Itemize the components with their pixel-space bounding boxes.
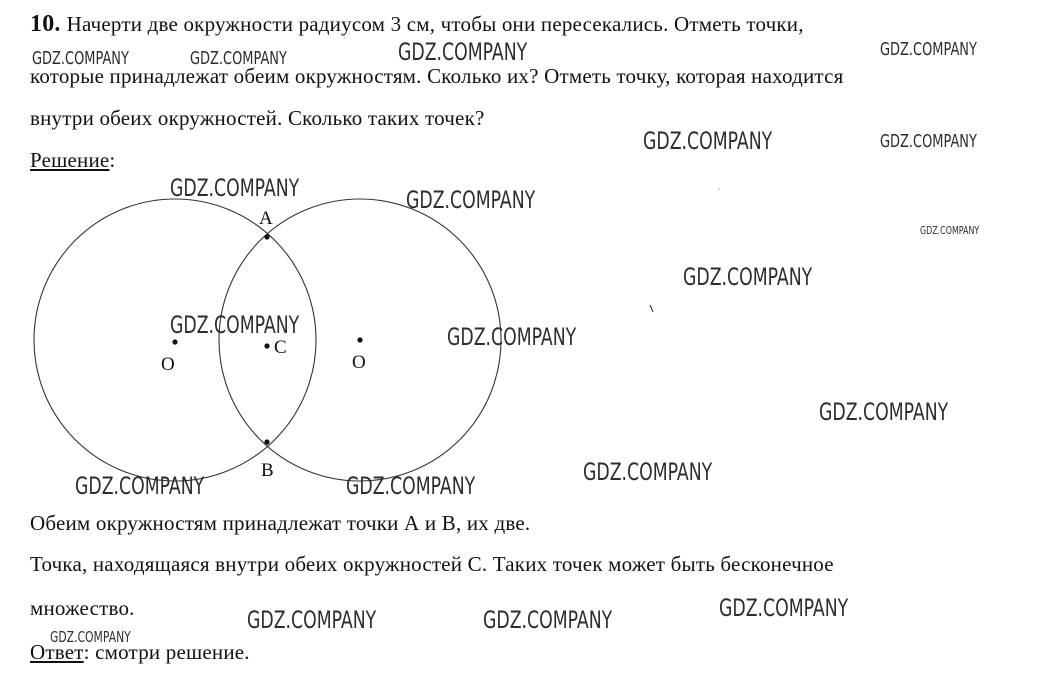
label-O-right: O: [352, 352, 366, 373]
answer-line-2: Точка, находящаяся внутри обеих окружностей С. Таких точек может быть бесконечное: [30, 552, 834, 576]
watermark: GDZ.COMPANY: [32, 48, 129, 69]
point-B: [264, 439, 269, 444]
answer-value: : смотри решение.: [83, 640, 250, 664]
point-C: [264, 343, 269, 348]
solution-heading-colon: :: [109, 148, 116, 172]
watermark: GDZ.COMPANY: [920, 224, 980, 237]
watermark: GDZ.COMPANY: [247, 606, 377, 634]
watermark: GDZ.COMPANY: [346, 472, 476, 500]
watermark: GDZ.COMPANY: [406, 186, 536, 214]
problem-line-1: [30, 12, 804, 36]
stray-mark: [650, 305, 653, 312]
answer-line-3: множество.: [30, 596, 135, 620]
watermark: GDZ.COMPANY: [170, 311, 300, 339]
solution-heading: [30, 148, 115, 172]
stray-dot: [718, 188, 719, 189]
label-A: A: [259, 208, 273, 229]
problem-line-3: внутри обеих окружностей. Сколько таких точек?: [30, 106, 485, 130]
watermark: GDZ.COMPANY: [643, 127, 773, 155]
point-A: [264, 234, 269, 239]
watermark: GDZ.COMPANY: [880, 131, 977, 152]
solution-heading-label: Решение: [30, 148, 110, 172]
watermark: GDZ.COMPANY: [50, 628, 131, 646]
answer-line-1: Обеим окружностям принадлежат точки А и В, их две.: [30, 511, 531, 535]
watermark: GDZ.COMPANY: [483, 606, 613, 634]
problem-line-2: которые принадлежат обеим окружностям. Сколько их? Отметь точку, которая находится: [30, 64, 844, 88]
watermark: GDZ.COMPANY: [819, 398, 949, 426]
label-B: B: [261, 460, 274, 481]
watermark: GDZ.COMPANY: [719, 594, 849, 622]
watermark: GDZ.COMPANY: [170, 174, 300, 202]
center-left: [172, 339, 177, 344]
watermark: GDZ.COMPANY: [880, 39, 977, 60]
left-circle: [34, 199, 316, 481]
center-right: [357, 337, 362, 342]
label-O-left: O: [161, 354, 175, 375]
watermark: GDZ.COMPANY: [398, 38, 528, 66]
watermark: GDZ.COMPANY: [75, 472, 205, 500]
label-C: C: [274, 337, 287, 358]
problem-text-1: Начерти две окружности радиусом 3 см, чтобы они пересекались. Отметь точки,: [66, 12, 804, 36]
watermark: GDZ.COMPANY: [190, 48, 287, 69]
watermark: GDZ.COMPANY: [583, 458, 713, 486]
answer-label: Ответ: [30, 640, 84, 664]
watermark: GDZ.COMPANY: [447, 323, 577, 351]
problem-number: 10.: [30, 11, 61, 37]
watermark: GDZ.COMPANY: [683, 263, 813, 291]
